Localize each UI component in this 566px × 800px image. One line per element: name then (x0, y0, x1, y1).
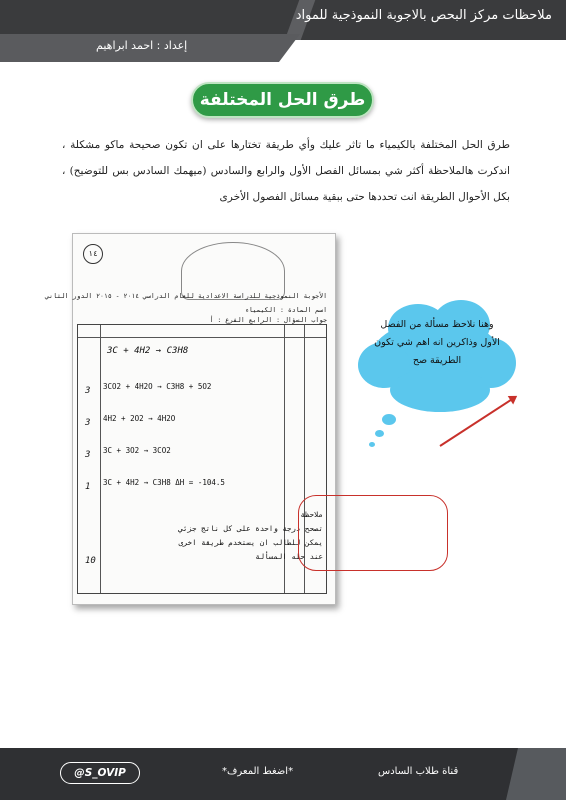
channel-name: قناة طلاب السادس (378, 766, 459, 777)
scan-page-number: ١٤ (83, 244, 103, 264)
mark: 3 (85, 386, 91, 396)
mark: 1 (85, 482, 91, 492)
cloud-tail (382, 414, 396, 425)
scan-subject: اسم المادة : الكيمياء (244, 306, 327, 314)
equation-1: 3C + 4H2 → C3H8 (107, 346, 189, 356)
equation-4: 3C + 3O2 → 3CO2 (103, 446, 171, 455)
note-line-1: تصحح درجة واحدة على كل ناتج جزئي (178, 524, 323, 533)
equation-2: 3CO2 + 4H2O → C3H8 + 5O2 (103, 382, 212, 391)
cloud-part (390, 368, 490, 412)
mark-total: 10 (85, 556, 96, 566)
header-title: ملاحظات مركز البحص بالاجوبة النموذجية للمواد (295, 8, 552, 23)
section-title-pill (191, 82, 374, 118)
scan-heading: الأجوبة النموذجية للدراسة الاعدادية للعام الدراسي ٢٠١٤ - ٢٠١٥ الدور الثاني (45, 292, 327, 300)
mark: 3 (85, 450, 91, 460)
body-paragraph: طرق الحل المختلفة بالكيمياء ما تاثر عليك وأي طريقة تختارها على ان تكون صحيحة ماكو مشكلة ، اندكرت هالملاحظة أكثر شي بمسائل الفصل الأول والرابع والسادس (ميهمك السادس بس للتوضيح) ، بكل الأحوال الطريقة انت تحددها حتى ببقية مسائل الفصول الأخرى (62, 139, 510, 203)
note-line-2: يمكن للطالب ان يستخدم طريقة اخرى (178, 538, 323, 547)
scan-question: جواب السؤال : الرابع الفرع : أ (209, 316, 327, 324)
grid-line (100, 325, 101, 593)
grid-line (78, 337, 326, 338)
scanned-answer-sheet (45, 233, 336, 605)
channel-handle-link[interactable]: @S_OVIP (60, 762, 140, 784)
note-line-3: عند حله المسألة (255, 552, 323, 561)
equation-5: 3C + 4H2 → C3H8 ΔH = -104.5 (103, 478, 225, 487)
highlight-box (298, 495, 448, 571)
press-handle-hint: *اضغط المعرف* (222, 766, 294, 777)
section-title: طرق الحل المختلفة (199, 90, 366, 110)
cloud-text: وهنا نلاحظ مسألة من الفصل الأول وذاكرين انه اهم شي تكون الطريقة صح (374, 319, 500, 366)
cloud-tail (369, 442, 375, 447)
mark: 3 (85, 418, 91, 428)
page-header (0, 0, 566, 70)
equation-3: 4H2 + 2O2 → 4H2O (103, 414, 176, 423)
note-title: ملاحظة (300, 510, 323, 519)
prepared-by: إعداد : احمد ابراهيم (96, 39, 188, 52)
cloud-tail (375, 430, 384, 437)
